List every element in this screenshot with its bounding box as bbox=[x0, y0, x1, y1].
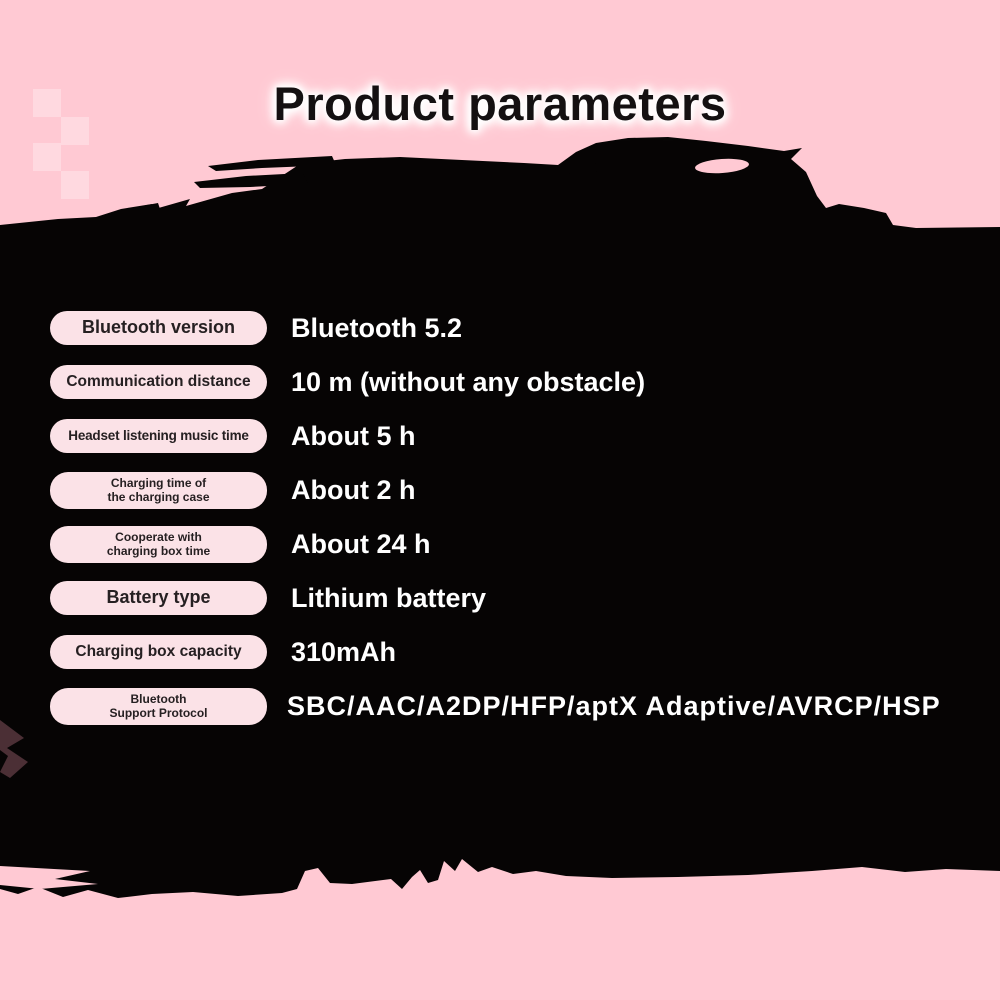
spec-label-line1: Cooperate with bbox=[115, 529, 202, 544]
page-title: Product parameters bbox=[273, 77, 727, 130]
spec-value: About 2 h bbox=[291, 474, 416, 505]
spec-row-bluetooth-version bbox=[50, 301, 990, 355]
spec-value: About 5 h bbox=[291, 420, 416, 451]
spec-label: Headset listening music time bbox=[68, 427, 249, 443]
spec-label-pill bbox=[50, 526, 267, 563]
spec-label-pill bbox=[50, 581, 267, 615]
spec-value: 10 m (without any obstacle) bbox=[291, 366, 646, 397]
spec-row-headset-listening-time bbox=[50, 409, 990, 463]
spec-row-charging-box-capacity bbox=[50, 625, 990, 679]
spec-label: Battery type bbox=[106, 587, 211, 608]
spec-label: Bluetooth version bbox=[81, 317, 235, 338]
spec-label-pill bbox=[50, 472, 267, 509]
spec-label-pill bbox=[50, 635, 267, 669]
spec-row-cooperate-with-box-time bbox=[50, 517, 990, 571]
spec-label-line2: the charging case bbox=[107, 490, 210, 504]
spec-value: 310mAh bbox=[291, 636, 397, 667]
spec-label-pill bbox=[50, 688, 267, 725]
spec-label-pill bbox=[50, 365, 267, 399]
spec-label-line1: Charging time of bbox=[110, 475, 207, 490]
spec-value: Lithium battery bbox=[291, 582, 487, 613]
spec-row-communication-distance bbox=[50, 355, 990, 409]
spec-row-bluetooth-support-protocol bbox=[50, 679, 990, 733]
spec-row-case-charging-time bbox=[50, 463, 990, 517]
spec-value: About 24 h bbox=[291, 528, 431, 559]
spec-label-line2: charging box time bbox=[106, 544, 211, 558]
spec-value: SBC/AAC/A2DP/HFP/aptX Adaptive/AVRCP/HSP bbox=[287, 690, 941, 721]
spec-label: Charging box capacity bbox=[75, 642, 242, 660]
spec-value: Bluetooth 5.2 bbox=[291, 312, 463, 343]
spec-label: Communication distance bbox=[66, 372, 251, 390]
spec-label-line1: Bluetooth bbox=[130, 691, 187, 706]
spec-label-pill bbox=[50, 311, 267, 345]
spec-row-battery-type bbox=[50, 571, 990, 625]
spec-label-pill bbox=[50, 419, 267, 453]
spec-table bbox=[50, 301, 990, 733]
spec-label-line2: Support Protocol bbox=[109, 706, 208, 720]
